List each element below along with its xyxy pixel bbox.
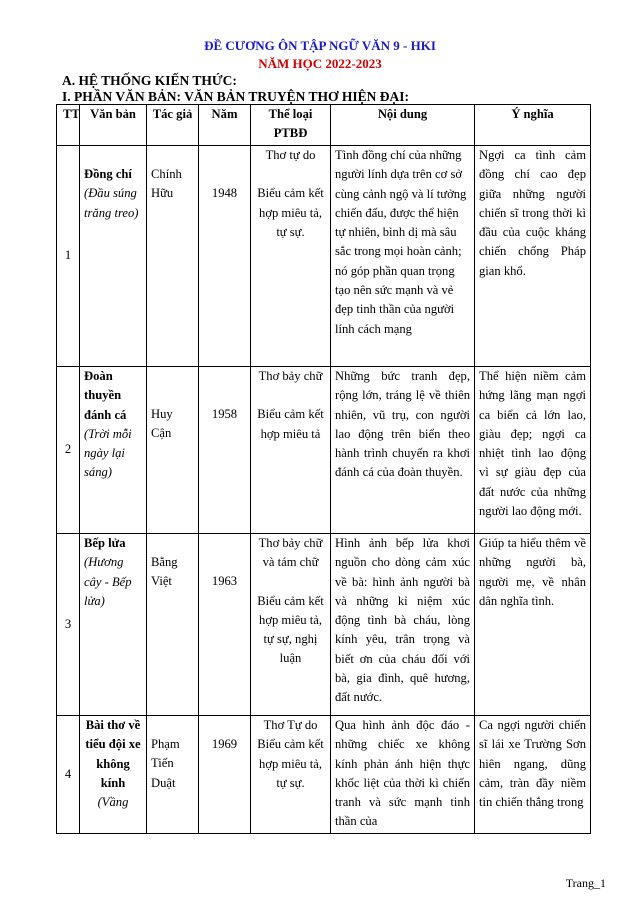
header-van-ban: Văn bản bbox=[80, 105, 147, 146]
meaning: Thể hiện niềm cảm hứng lãng mạn ngợi ca biển cả lớn lao, giàu đẹp; ngợi ca nhiệt tình lao động vì sự giàu đẹp của đất nước của những người lao động mới. bbox=[475, 367, 591, 534]
genre-cell bbox=[251, 146, 331, 367]
content: Tình đồng chí của những người lính dựa trên cơ sở cùng cảnh ngộ và lí tưởng chiến đấu, được thể hiện tự nhiên, bình dị mà sâu sắc trong mọi hoàn cảnh; nó góp phần quan trọng tạo nên sức mạnh và vẻ đẹp tinh thần của người lính cách mạng bbox=[331, 146, 475, 367]
author: Bằng Việt bbox=[147, 534, 199, 716]
content: Những bức tranh đẹp, rộng lớn, tráng lệ về thiên nhiên, vũ trụ, con người lao động trên biển theo hành trình chuyến ra khơi đánh cá của đoàn thuyền. bbox=[331, 367, 475, 534]
work-cell bbox=[80, 716, 147, 834]
page-number: Trang_1 bbox=[565, 876, 606, 890]
header-y-nghia: Ý nghĩa bbox=[475, 105, 591, 146]
genre: Thơ bảy chữ và tám chữ bbox=[258, 536, 323, 570]
year: 1963 bbox=[199, 534, 251, 716]
section-a-heading: A. HỆ THỐNG KIẾN THỨC: bbox=[62, 73, 237, 88]
header-noi-dung: Nội dung bbox=[331, 105, 475, 146]
author: Huy Cận bbox=[147, 367, 199, 534]
genre-cell bbox=[251, 716, 331, 834]
row-number: 1 bbox=[57, 146, 80, 367]
author: Phạm Tiến Duật bbox=[147, 716, 199, 834]
work-source: (Trời mỗi ngày lại sáng) bbox=[84, 426, 132, 480]
header-nam: Năm bbox=[199, 105, 251, 146]
section-i-heading: I. PHẦN VĂN BẢN: VĂN BẢN TRUYỆN THƠ HIỆN ĐẠI: bbox=[62, 89, 410, 104]
work-cell bbox=[80, 146, 147, 367]
work-source: (Đầu súng trăng treo) bbox=[84, 186, 139, 220]
work-title: Bếp lửa bbox=[84, 536, 126, 550]
table-header-row bbox=[57, 105, 591, 146]
year: 1958 bbox=[199, 367, 251, 534]
work-cell bbox=[80, 367, 147, 534]
author: Chính Hữu bbox=[147, 146, 199, 367]
meaning: Giúp ta hiểu thêm về những người bà, người mẹ, về nhân dân nghĩa tình. bbox=[475, 534, 591, 716]
header-tt: TT bbox=[57, 105, 80, 146]
row-number: 3 bbox=[57, 534, 80, 716]
literature-table bbox=[56, 104, 591, 834]
work-source: (Hương cây - Bếp lửa) bbox=[84, 555, 132, 608]
work-title: Bài thơ về tiểu đội xe không kính bbox=[85, 718, 141, 790]
table-row bbox=[57, 534, 591, 716]
meaning: Ngợi ca tình cảm đồng chí cao đẹp giữa những người chiến sĩ trong thời kì đầu của cuộc kháng chiến chống Pháp gian khổ. bbox=[475, 146, 591, 367]
genre-cell bbox=[251, 367, 331, 534]
genre: Thơ Tự do bbox=[263, 718, 318, 732]
work-title: Đồng chí bbox=[84, 167, 132, 181]
genre: Thơ tự do bbox=[265, 148, 316, 162]
table-row bbox=[57, 716, 591, 834]
genre-cell bbox=[251, 534, 331, 716]
expression-mode: Biểu cảm kết hợp miêu tả, tự sự. bbox=[257, 737, 324, 790]
row-number: 2 bbox=[57, 367, 80, 534]
meaning: Ca ngợi người chiến sĩ lái xe Trường Sơn hiên ngang, dũng cảm, tràn đầy niềm tin chiến thắng trong bbox=[475, 716, 591, 834]
table-row bbox=[57, 367, 591, 534]
expression-mode: Biểu cảm kết hợp miêu tả bbox=[257, 407, 324, 441]
school-year: NĂM HỌC 2022-2023 bbox=[258, 56, 382, 71]
header-the-loai: Thể loại PTBĐ bbox=[251, 105, 331, 146]
expression-mode: Biểu cảm kết hợp miêu tả, tự sự. bbox=[257, 186, 324, 239]
genre: Thơ bảy chữ bbox=[258, 369, 323, 383]
row-number: 4 bbox=[57, 716, 80, 834]
year: 1948 bbox=[199, 146, 251, 367]
work-title: Đoàn thuyền đánh cá bbox=[84, 369, 127, 422]
document-title: ĐỀ CƯƠNG ÔN TẬP NGỮ VĂN 9 - HKI bbox=[204, 38, 436, 53]
work-source: (Vầng bbox=[97, 795, 129, 810]
expression-mode: Biểu cảm kết hợp miêu tả, tự sự, nghị luận bbox=[257, 593, 324, 666]
table-row bbox=[57, 146, 591, 367]
header-tac-gia: Tác giả bbox=[147, 105, 199, 146]
year: 1969 bbox=[199, 716, 251, 834]
work-cell bbox=[80, 534, 147, 716]
content: Qua hình ảnh độc đáo - những chiếc xe không kính phản ánh hiện thực khốc liệt của thời kì chiến tranh và sức mạnh tinh thần của bbox=[331, 716, 475, 834]
content: Hình ảnh bếp lửa khơi nguồn cho dòng cảm xúc về bà: hình ảnh người bà và những kỉ niệm xúc động tình bà cháu, lòng kính yêu, trân trọng và biết ơn của cháu đối với bà, gia đình, quê hương, đất nước. bbox=[331, 534, 475, 716]
